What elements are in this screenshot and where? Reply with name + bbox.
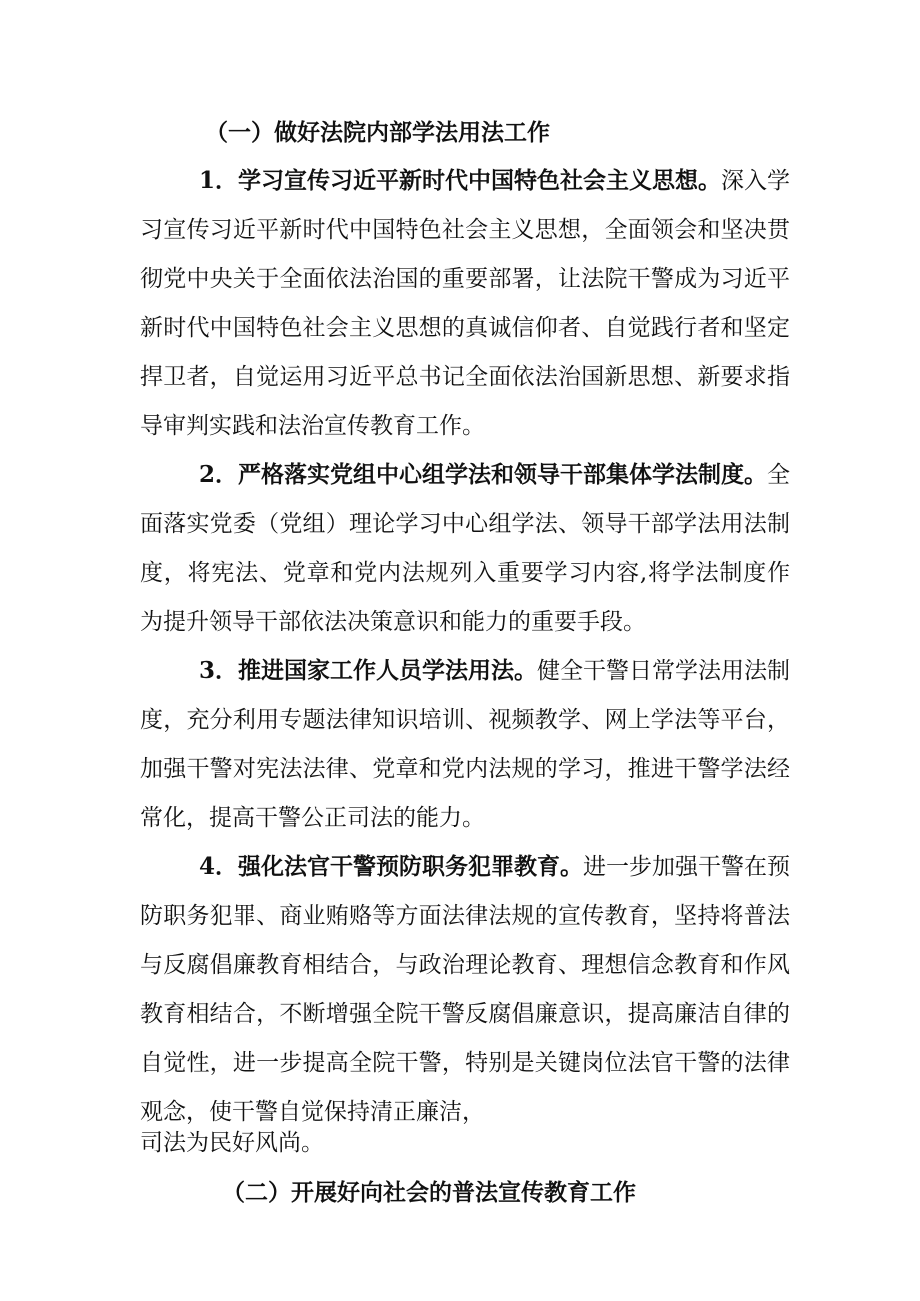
paragraph-2-line-4: 为提升领导干部依法决策意识和能力的重要手段。: [140, 609, 646, 635]
paragraph-3-line-3: 加强干警对宪法法律、党章和党内法规的学习，推进干警学法经: [140, 756, 790, 782]
paragraph-3-line-2: 度，充分利用专题法律知识培训、视频教学、网上学法等平台，: [140, 707, 790, 733]
paragraph-2-line-3: 度，将宪法、党章和党内法规列入重要学习内容,将学法制度作: [140, 560, 790, 586]
paragraph-3-line-1-text: 健全干警日常学法用法制: [537, 658, 791, 684]
paragraph-4-line-6: 观念，使干警自觉保持清正廉洁，: [140, 1099, 485, 1125]
paragraph-4-line-2: 防职务犯罪、商业贿赂等方面法律法规的宣传教育，坚持将普法: [140, 903, 790, 929]
paragraph-1-line-5: 捍卫者，自觉运用习近平总书记全面依法治国新思想、新要求指: [140, 364, 790, 390]
paragraph-4-line-1: [199, 852, 790, 882]
paragraph-1-line-1: [199, 166, 790, 196]
paragraph-1-line-6: 导审判实践和法治宣传教育工作。: [140, 413, 485, 439]
section-heading-2: （二）开展好向社会的普法宣传教育工作: [222, 1179, 636, 1206]
paragraph-1-title: 1．学习宣传习近平新时代中国特色社会主义思想。: [199, 167, 722, 194]
paragraph-1-line-4: 新时代中国特色社会主义思想的真诚信仰者、自觉践行者和坚定: [140, 315, 790, 341]
section-heading-1: （一）做好法院内部学法用法工作: [205, 119, 550, 146]
paragraph-4-line-4: 教育相结合，不断增强全院干警反腐倡廉意识，提高廉洁自律的: [140, 1001, 790, 1027]
paragraph-2-line-1-text: 全: [767, 462, 791, 488]
paragraph-1-line-1-text: 深入学: [721, 168, 791, 194]
paragraph-1-line-3: 彻党中央关于全面依法治国的重要部署，让法院干警成为习近平: [140, 266, 790, 292]
paragraph-3-line-1: [199, 656, 790, 686]
paragraph-1-line-2: 习宣传习近平新时代中国特色社会主义思想，全面领会和坚决贯: [140, 217, 790, 243]
paragraph-2-line-1: [199, 460, 790, 490]
paragraph-3-title: 3．推进国家工作人员学法用法。: [199, 657, 538, 684]
paragraph-4-title: 4．强化法官干警预防职务犯罪教育。: [199, 853, 584, 880]
paragraph-3-line-4: 常化，提高干警公正司法的能力。: [140, 805, 485, 831]
paragraph-2-line-2: 面落实党委（党组）理论学习中心组学法、领导干部学法用法制: [140, 511, 790, 537]
paragraph-2-title: 2．严格落实党组中心组学法和领导干部集体学法制度。: [199, 461, 768, 488]
paragraph-4-line-1-text: 进一步加强干警在预: [583, 854, 791, 880]
paragraph-4-line-7: 司法为民好风尚。: [140, 1130, 324, 1156]
paragraph-4-line-5: 自觉性，进一步提高全院干警，特别是关键岗位法官干警的法律: [140, 1050, 790, 1076]
paragraph-4-line-3: 与反腐倡廉教育相结合，与政治理论教育、理想信念教育和作风: [140, 952, 790, 978]
